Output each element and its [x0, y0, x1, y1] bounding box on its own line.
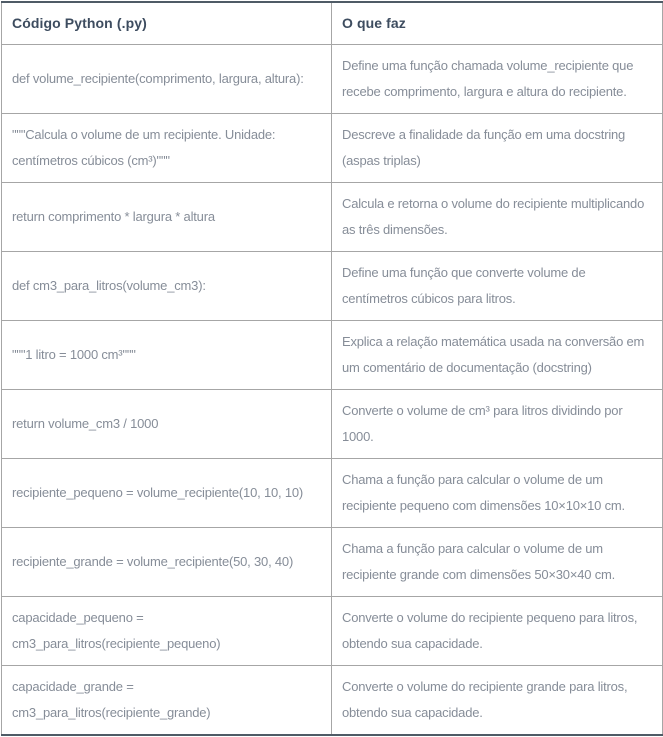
code-cell: return volume_cm3 / 1000	[2, 390, 332, 459]
description-cell: Calcula e retorna o volume do recipiente multiplicando as três dimensões.	[332, 183, 663, 252]
table-row	[2, 666, 663, 736]
table-row	[2, 321, 663, 390]
code-cell: recipiente_pequeno = volume_recipiente(10, 10, 10)	[2, 459, 332, 528]
table-row	[2, 528, 663, 597]
code-cell: def volume_recipiente(comprimento, largura, altura):	[2, 45, 332, 114]
description-cell: Descreve a finalidade da função em uma docstring (aspas triplas)	[332, 114, 663, 183]
table-row	[2, 459, 663, 528]
description-cell: Define uma função que converte volume de centímetros cúbicos para litros.	[332, 252, 663, 321]
column-header-code: Código Python (.py)	[2, 2, 332, 45]
description-cell: Chama a função para calcular o volume de um recipiente pequeno com dimensões 10×10×10 cm.	[332, 459, 663, 528]
table-row	[2, 183, 663, 252]
description-cell: Chama a função para calcular o volume de um recipiente grande com dimensões 50×30×40 cm.	[332, 528, 663, 597]
code-cell: capacidade_pequeno = cm3_para_litros(recipiente_pequeno)	[2, 597, 332, 666]
description-cell: Converte o volume do recipiente grande para litros, obtendo sua capacidade.	[332, 666, 663, 736]
code-cell: recipiente_grande = volume_recipiente(50, 30, 40)	[2, 528, 332, 597]
code-cell: capacidade_grande = cm3_para_litros(recipiente_grande)	[2, 666, 332, 736]
code-cell: def cm3_para_litros(volume_cm3):	[2, 252, 332, 321]
description-cell: Converte o volume de cm³ para litros dividindo por 1000.	[332, 390, 663, 459]
table-row	[2, 114, 663, 183]
table-row	[2, 390, 663, 459]
table-row	[2, 252, 663, 321]
code-cell: return comprimento * largura * altura	[2, 183, 332, 252]
description-cell: Converte o volume do recipiente pequeno para litros, obtendo sua capacidade.	[332, 597, 663, 666]
code-cell: """1 litro = 1000 cm³"""	[2, 321, 332, 390]
header-row	[2, 2, 663, 45]
column-header-description: O que faz	[332, 2, 663, 45]
code-explanation-table	[1, 1, 663, 736]
code-cell: """Calcula o volume de um recipiente. Unidade: centímetros cúbicos (cm³)"""	[2, 114, 332, 183]
table-row	[2, 597, 663, 666]
table-row	[2, 45, 663, 114]
description-cell: Explica a relação matemática usada na conversão em um comentário de documentação (docstring)	[332, 321, 663, 390]
description-cell: Define uma função chamada volume_recipiente que recebe comprimento, largura e altura do recipiente.	[332, 45, 663, 114]
